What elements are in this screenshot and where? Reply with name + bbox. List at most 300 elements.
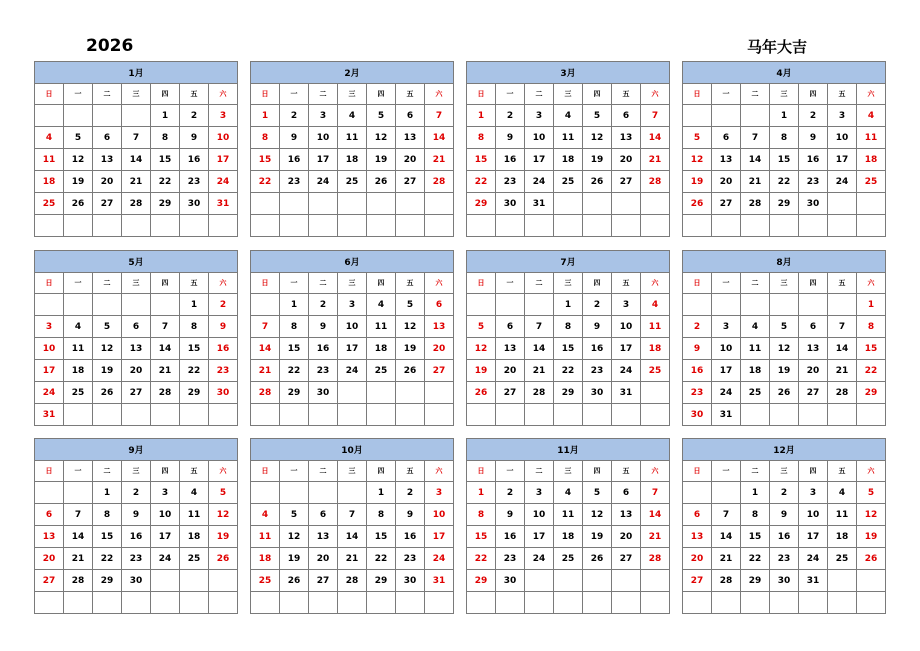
- weekday-header: 五: [396, 84, 425, 105]
- month-block: [34, 438, 238, 614]
- day-cell: 12: [467, 338, 496, 360]
- day-cell: 4: [828, 482, 857, 504]
- weekday-header: 一: [280, 461, 309, 482]
- empty-day-cell: [712, 294, 741, 316]
- day-cell: 28: [64, 570, 93, 592]
- weekday-header: 日: [251, 84, 280, 105]
- empty-day-cell: [641, 570, 670, 592]
- day-cell: 20: [612, 526, 641, 548]
- day-cell: 26: [367, 171, 396, 193]
- empty-day-cell: [280, 404, 309, 426]
- empty-day-cell: [857, 215, 886, 237]
- day-cell: 1: [280, 294, 309, 316]
- weekday-header: 四: [799, 273, 828, 294]
- empty-day-cell: [525, 215, 554, 237]
- day-cell: 4: [35, 127, 64, 149]
- weekday-header: 二: [93, 273, 122, 294]
- month-title: 11月: [467, 439, 670, 461]
- day-cell: 4: [180, 482, 209, 504]
- empty-day-cell: [367, 382, 396, 404]
- day-cell: 29: [367, 570, 396, 592]
- empty-day-cell: [641, 215, 670, 237]
- day-cell: 24: [309, 171, 338, 193]
- month-block: [682, 61, 886, 237]
- day-cell: 19: [93, 360, 122, 382]
- day-cell: 14: [251, 338, 280, 360]
- day-cell: 25: [35, 193, 64, 215]
- day-cell: 30: [180, 193, 209, 215]
- day-cell: 25: [857, 171, 886, 193]
- day-cell: 12: [396, 316, 425, 338]
- day-cell: 27: [712, 193, 741, 215]
- day-cell: 5: [93, 316, 122, 338]
- day-cell: 23: [396, 548, 425, 570]
- day-cell: 10: [309, 127, 338, 149]
- day-cell: 30: [122, 570, 151, 592]
- weekday-header: 六: [641, 273, 670, 294]
- day-cell: 10: [209, 127, 238, 149]
- day-cell: 15: [467, 149, 496, 171]
- day-cell: 2: [583, 294, 612, 316]
- day-cell: 12: [367, 127, 396, 149]
- day-cell: 15: [251, 149, 280, 171]
- month-title: 9月: [35, 439, 238, 461]
- day-cell: 11: [828, 504, 857, 526]
- weekday-header: 一: [280, 84, 309, 105]
- day-cell: 3: [612, 294, 641, 316]
- empty-day-cell: [770, 404, 799, 426]
- day-cell: 4: [641, 294, 670, 316]
- day-cell: 3: [309, 105, 338, 127]
- day-cell: 12: [683, 149, 712, 171]
- empty-day-cell: [309, 193, 338, 215]
- month-title: 12月: [683, 439, 886, 461]
- month-block: [466, 250, 670, 426]
- day-cell: 10: [612, 316, 641, 338]
- empty-day-cell: [554, 592, 583, 614]
- day-cell: 15: [467, 526, 496, 548]
- day-cell: 17: [525, 149, 554, 171]
- day-cell: 24: [525, 171, 554, 193]
- empty-day-cell: [828, 215, 857, 237]
- empty-day-cell: [496, 215, 525, 237]
- day-cell: 16: [396, 526, 425, 548]
- day-cell: 18: [251, 548, 280, 570]
- weekday-header: 一: [496, 461, 525, 482]
- day-cell: 28: [151, 382, 180, 404]
- weekday-header: 二: [741, 461, 770, 482]
- day-cell: 30: [396, 570, 425, 592]
- day-cell: 4: [64, 316, 93, 338]
- weekday-header: 四: [799, 461, 828, 482]
- day-cell: 22: [741, 548, 770, 570]
- weekday-header: 四: [799, 84, 828, 105]
- month-table: [250, 438, 454, 614]
- empty-day-cell: [467, 404, 496, 426]
- day-cell: 12: [64, 149, 93, 171]
- day-cell: 8: [554, 316, 583, 338]
- weekday-header: 六: [641, 461, 670, 482]
- weekday-header: 一: [64, 84, 93, 105]
- empty-day-cell: [496, 592, 525, 614]
- day-cell: 8: [93, 504, 122, 526]
- weekday-header: 六: [425, 273, 454, 294]
- day-cell: 20: [799, 360, 828, 382]
- day-cell: 2: [180, 105, 209, 127]
- day-cell: 31: [209, 193, 238, 215]
- day-cell: 3: [338, 294, 367, 316]
- day-cell: 27: [93, 193, 122, 215]
- month-block: [466, 438, 670, 614]
- day-cell: 15: [93, 526, 122, 548]
- empty-day-cell: [525, 404, 554, 426]
- day-cell: 3: [151, 482, 180, 504]
- day-cell: 16: [309, 338, 338, 360]
- day-cell: 7: [828, 316, 857, 338]
- day-cell: 20: [35, 548, 64, 570]
- day-cell: 1: [467, 482, 496, 504]
- day-cell: 11: [741, 338, 770, 360]
- empty-day-cell: [425, 404, 454, 426]
- empty-day-cell: [554, 193, 583, 215]
- empty-day-cell: [251, 482, 280, 504]
- empty-day-cell: [180, 215, 209, 237]
- day-cell: 28: [251, 382, 280, 404]
- empty-day-cell: [338, 592, 367, 614]
- empty-day-cell: [35, 105, 64, 127]
- day-cell: 17: [828, 149, 857, 171]
- day-cell: 19: [396, 338, 425, 360]
- day-cell: 26: [770, 382, 799, 404]
- day-cell: 7: [151, 316, 180, 338]
- empty-day-cell: [367, 404, 396, 426]
- page-slogan: 马年大吉: [747, 38, 808, 56]
- weekday-header: 三: [122, 461, 151, 482]
- weekday-header: 一: [64, 461, 93, 482]
- day-cell: 7: [425, 105, 454, 127]
- month-title: 3月: [467, 62, 670, 84]
- day-cell: 3: [828, 105, 857, 127]
- day-cell: 12: [857, 504, 886, 526]
- day-cell: 22: [467, 548, 496, 570]
- day-cell: 30: [583, 382, 612, 404]
- month-block: [250, 61, 454, 237]
- day-cell: 15: [741, 526, 770, 548]
- weekday-header: 五: [828, 461, 857, 482]
- day-cell: 4: [857, 105, 886, 127]
- day-cell: 1: [251, 105, 280, 127]
- weekday-header: 二: [525, 84, 554, 105]
- empty-day-cell: [64, 592, 93, 614]
- weekday-header: 五: [396, 461, 425, 482]
- empty-day-cell: [151, 215, 180, 237]
- day-cell: 30: [770, 570, 799, 592]
- day-cell: 23: [683, 382, 712, 404]
- day-cell: 7: [122, 127, 151, 149]
- empty-day-cell: [151, 570, 180, 592]
- day-cell: 17: [309, 149, 338, 171]
- weekday-header: 二: [309, 273, 338, 294]
- weekday-header: 五: [828, 84, 857, 105]
- empty-day-cell: [151, 404, 180, 426]
- empty-day-cell: [828, 592, 857, 614]
- month-block: [250, 250, 454, 426]
- day-cell: 15: [367, 526, 396, 548]
- day-cell: 25: [828, 548, 857, 570]
- month-table: [250, 61, 454, 237]
- page-title-year: 2026: [86, 36, 134, 56]
- day-cell: 16: [209, 338, 238, 360]
- day-cell: 21: [122, 171, 151, 193]
- weekday-header: 一: [64, 273, 93, 294]
- day-cell: 19: [683, 171, 712, 193]
- weekday-header: 五: [612, 273, 641, 294]
- day-cell: 11: [554, 127, 583, 149]
- empty-day-cell: [122, 404, 151, 426]
- day-cell: 21: [338, 548, 367, 570]
- day-cell: 20: [93, 171, 122, 193]
- weekday-header: 二: [309, 461, 338, 482]
- weekday-header: 四: [583, 273, 612, 294]
- day-cell: 6: [309, 504, 338, 526]
- weekday-header: 六: [209, 461, 238, 482]
- day-cell: 15: [151, 149, 180, 171]
- weekday-header: 六: [857, 84, 886, 105]
- empty-day-cell: [64, 404, 93, 426]
- empty-day-cell: [35, 482, 64, 504]
- empty-day-cell: [425, 592, 454, 614]
- month-title: 1月: [35, 62, 238, 84]
- empty-day-cell: [309, 482, 338, 504]
- empty-day-cell: [338, 482, 367, 504]
- day-cell: 2: [770, 482, 799, 504]
- day-cell: 6: [712, 127, 741, 149]
- day-cell: 4: [554, 482, 583, 504]
- empty-day-cell: [338, 193, 367, 215]
- weekday-header: 五: [180, 461, 209, 482]
- day-cell: 15: [857, 338, 886, 360]
- day-cell: 24: [712, 382, 741, 404]
- day-cell: 27: [425, 360, 454, 382]
- weekday-header: 一: [712, 84, 741, 105]
- month-table: [250, 250, 454, 426]
- empty-day-cell: [209, 570, 238, 592]
- day-cell: 14: [338, 526, 367, 548]
- day-cell: 2: [799, 105, 828, 127]
- day-cell: 6: [799, 316, 828, 338]
- weekday-header: 五: [828, 273, 857, 294]
- empty-day-cell: [425, 193, 454, 215]
- day-cell: 8: [180, 316, 209, 338]
- empty-day-cell: [712, 592, 741, 614]
- day-cell: 24: [35, 382, 64, 404]
- day-cell: 5: [857, 482, 886, 504]
- day-cell: 14: [641, 127, 670, 149]
- weekday-header: 三: [770, 84, 799, 105]
- weekday-header: 二: [525, 461, 554, 482]
- day-cell: 8: [770, 127, 799, 149]
- day-cell: 2: [209, 294, 238, 316]
- day-cell: 28: [525, 382, 554, 404]
- day-cell: 12: [209, 504, 238, 526]
- month-block: [682, 250, 886, 426]
- month-table: [682, 438, 886, 614]
- day-cell: 25: [554, 171, 583, 193]
- day-cell: 28: [741, 193, 770, 215]
- day-cell: 25: [338, 171, 367, 193]
- day-cell: 25: [251, 570, 280, 592]
- day-cell: 20: [309, 548, 338, 570]
- empty-day-cell: [251, 404, 280, 426]
- empty-day-cell: [770, 592, 799, 614]
- empty-day-cell: [683, 482, 712, 504]
- day-cell: 29: [770, 193, 799, 215]
- day-cell: 10: [425, 504, 454, 526]
- empty-day-cell: [396, 592, 425, 614]
- empty-day-cell: [64, 294, 93, 316]
- day-cell: 27: [309, 570, 338, 592]
- empty-day-cell: [741, 294, 770, 316]
- day-cell: 11: [857, 127, 886, 149]
- day-cell: 27: [612, 171, 641, 193]
- day-cell: 21: [741, 171, 770, 193]
- day-cell: 17: [799, 526, 828, 548]
- day-cell: 28: [425, 171, 454, 193]
- day-cell: 27: [396, 171, 425, 193]
- weekday-header: 一: [712, 273, 741, 294]
- empty-day-cell: [64, 215, 93, 237]
- day-cell: 5: [583, 105, 612, 127]
- empty-day-cell: [151, 294, 180, 316]
- day-cell: 9: [799, 127, 828, 149]
- day-cell: 5: [583, 482, 612, 504]
- day-cell: 2: [396, 482, 425, 504]
- day-cell: 2: [683, 316, 712, 338]
- empty-day-cell: [554, 570, 583, 592]
- day-cell: 7: [712, 504, 741, 526]
- day-cell: 23: [180, 171, 209, 193]
- day-cell: 22: [554, 360, 583, 382]
- day-cell: 26: [209, 548, 238, 570]
- empty-day-cell: [496, 294, 525, 316]
- day-cell: 10: [799, 504, 828, 526]
- empty-day-cell: [122, 592, 151, 614]
- weekday-header: 四: [367, 273, 396, 294]
- day-cell: 22: [770, 171, 799, 193]
- day-cell: 21: [525, 360, 554, 382]
- day-cell: 1: [180, 294, 209, 316]
- day-cell: 9: [770, 504, 799, 526]
- day-cell: 26: [64, 193, 93, 215]
- empty-day-cell: [683, 592, 712, 614]
- day-cell: 13: [35, 526, 64, 548]
- empty-day-cell: [367, 592, 396, 614]
- day-cell: 17: [612, 338, 641, 360]
- empty-day-cell: [180, 570, 209, 592]
- day-cell: 28: [641, 171, 670, 193]
- day-cell: 24: [151, 548, 180, 570]
- weekday-header: 四: [367, 84, 396, 105]
- empty-day-cell: [828, 294, 857, 316]
- empty-day-cell: [280, 482, 309, 504]
- day-cell: 29: [554, 382, 583, 404]
- day-cell: 10: [151, 504, 180, 526]
- empty-day-cell: [612, 215, 641, 237]
- weekday-header: 三: [554, 461, 583, 482]
- empty-day-cell: [93, 215, 122, 237]
- day-cell: 22: [857, 360, 886, 382]
- day-cell: 19: [583, 149, 612, 171]
- day-cell: 19: [280, 548, 309, 570]
- day-cell: 16: [496, 149, 525, 171]
- weekday-header: 五: [612, 461, 641, 482]
- day-cell: 26: [93, 382, 122, 404]
- weekday-header: 三: [122, 273, 151, 294]
- empty-day-cell: [209, 404, 238, 426]
- day-cell: 31: [612, 382, 641, 404]
- weekday-header: 五: [396, 273, 425, 294]
- day-cell: 21: [151, 360, 180, 382]
- day-cell: 25: [741, 382, 770, 404]
- day-cell: 21: [425, 149, 454, 171]
- weekday-header: 六: [209, 84, 238, 105]
- empty-day-cell: [525, 294, 554, 316]
- empty-day-cell: [741, 592, 770, 614]
- day-cell: 18: [64, 360, 93, 382]
- day-cell: 9: [280, 127, 309, 149]
- day-cell: 13: [683, 526, 712, 548]
- day-cell: 7: [251, 316, 280, 338]
- day-cell: 30: [683, 404, 712, 426]
- day-cell: 1: [93, 482, 122, 504]
- weekday-header: 日: [251, 273, 280, 294]
- empty-day-cell: [583, 592, 612, 614]
- empty-day-cell: [338, 215, 367, 237]
- day-cell: 11: [251, 526, 280, 548]
- day-cell: 7: [64, 504, 93, 526]
- day-cell: 22: [93, 548, 122, 570]
- empty-day-cell: [828, 570, 857, 592]
- day-cell: 9: [683, 338, 712, 360]
- day-cell: 7: [741, 127, 770, 149]
- day-cell: 5: [683, 127, 712, 149]
- empty-day-cell: [467, 592, 496, 614]
- day-cell: 3: [799, 482, 828, 504]
- day-cell: 6: [496, 316, 525, 338]
- month-block: [682, 438, 886, 614]
- day-cell: 20: [496, 360, 525, 382]
- day-cell: 27: [612, 548, 641, 570]
- day-cell: 30: [496, 193, 525, 215]
- weekday-header: 二: [93, 84, 122, 105]
- weekday-header: 一: [496, 273, 525, 294]
- day-cell: 16: [683, 360, 712, 382]
- empty-day-cell: [93, 592, 122, 614]
- day-cell: 15: [280, 338, 309, 360]
- empty-day-cell: [209, 215, 238, 237]
- day-cell: 19: [583, 526, 612, 548]
- empty-day-cell: [425, 382, 454, 404]
- day-cell: 10: [712, 338, 741, 360]
- day-cell: 23: [280, 171, 309, 193]
- day-cell: 29: [467, 570, 496, 592]
- day-cell: 29: [93, 570, 122, 592]
- day-cell: 9: [496, 127, 525, 149]
- empty-day-cell: [280, 215, 309, 237]
- day-cell: 24: [209, 171, 238, 193]
- day-cell: 31: [799, 570, 828, 592]
- weekday-header: 三: [554, 84, 583, 105]
